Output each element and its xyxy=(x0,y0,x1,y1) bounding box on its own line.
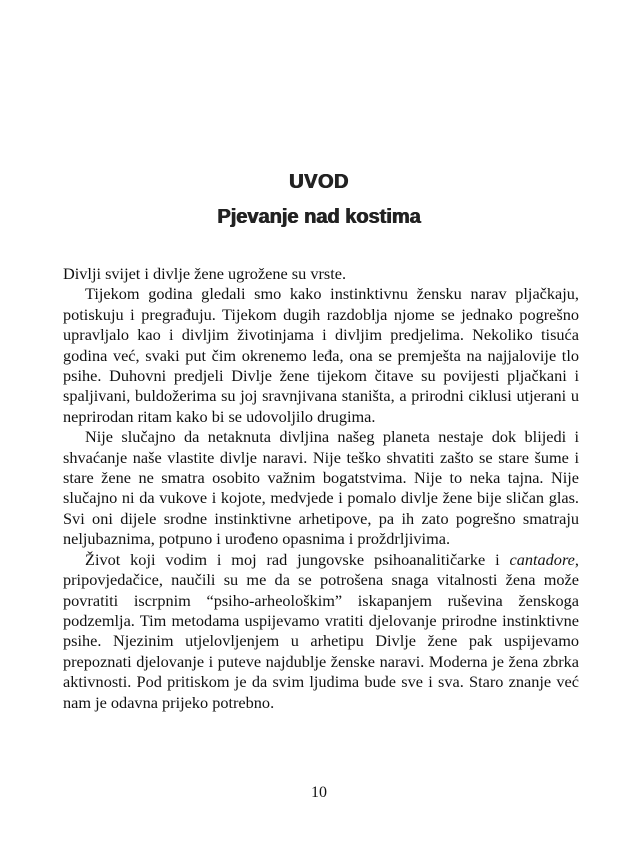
paragraph-last xyxy=(63,550,579,713)
paragraph: Tijekom godina gledali smo kako instinktivnu žensku narav pljačkaju, potiskuju i pregrađuju. Tijekom dugih razdoblja njome se jednako pogrešno upravljalo kao i divljim životinjama i divljim predjelima. Nekoliko tisuća godina već, svaki put čim okrenemo leđa, ona se premješta na najjalovije tlo psihe. Duhovni predjeli Divlje žene tijekom čitave su povijesti pljačkani i spaljivani, buldožerima su joj sravnjivana staništa, a prirodni ciklusi utjerani u neprirodan ritam kako bi se udovoljilo drugima. xyxy=(63,284,579,426)
paragraph-text: , pripovjedačice, naučili su me da se potrošena snaga vitalnosti žena može povratiti iscrpnim “psiho-arheološkim” iskapanjem ruševina ženskoga podzemlja. Tim metodama uspijevamo vratiti djelovanje prirodne instinktivne psihe. Njezinim utjelovljenjem u arhetipu Divlje žene pak uspijevamo prepoznati djelovanje i puteve najdublje ženske naravi. Moderna je žena zbrka aktivnosti. Pod pritiskom je da svim ljudima bude sve i sva. Staro znanje već nam je odavna prijeko potrebno. xyxy=(63,549,579,712)
body-text xyxy=(63,264,579,713)
chapter-title: UVOD xyxy=(289,171,349,193)
page-number: 10 xyxy=(311,784,327,801)
italic-term: cantadore xyxy=(509,549,575,569)
paragraph: Nije slučajno da netaknuta divljina našeg planeta nestaje dok blijedi i shvaćanje naše vlastite divlje naravi. Nije teško shvatiti zašto se stare šume i stare žene ne smatra osobito važnim bogatstvima. Nije to neka tajna. Nije slučajno ni da vukove i kojote, medvjede i pomalo divlje žene bije sličan glas. Svi oni dijele srodne instinktivne arhetipove, pa ih zato pogrešno smatraju neljubaznima, potpuno i urođeno opasnima i proždrljivima. xyxy=(63,427,579,549)
paragraph-text: Život koji vodim i moj rad jungovske psihoanalitičarke i xyxy=(85,549,510,569)
paragraph-opening: Divlji svijet i divlje žene ugrožene su vrste. xyxy=(63,264,347,283)
chapter-subtitle: Pjevanje nad kostima xyxy=(217,206,421,228)
